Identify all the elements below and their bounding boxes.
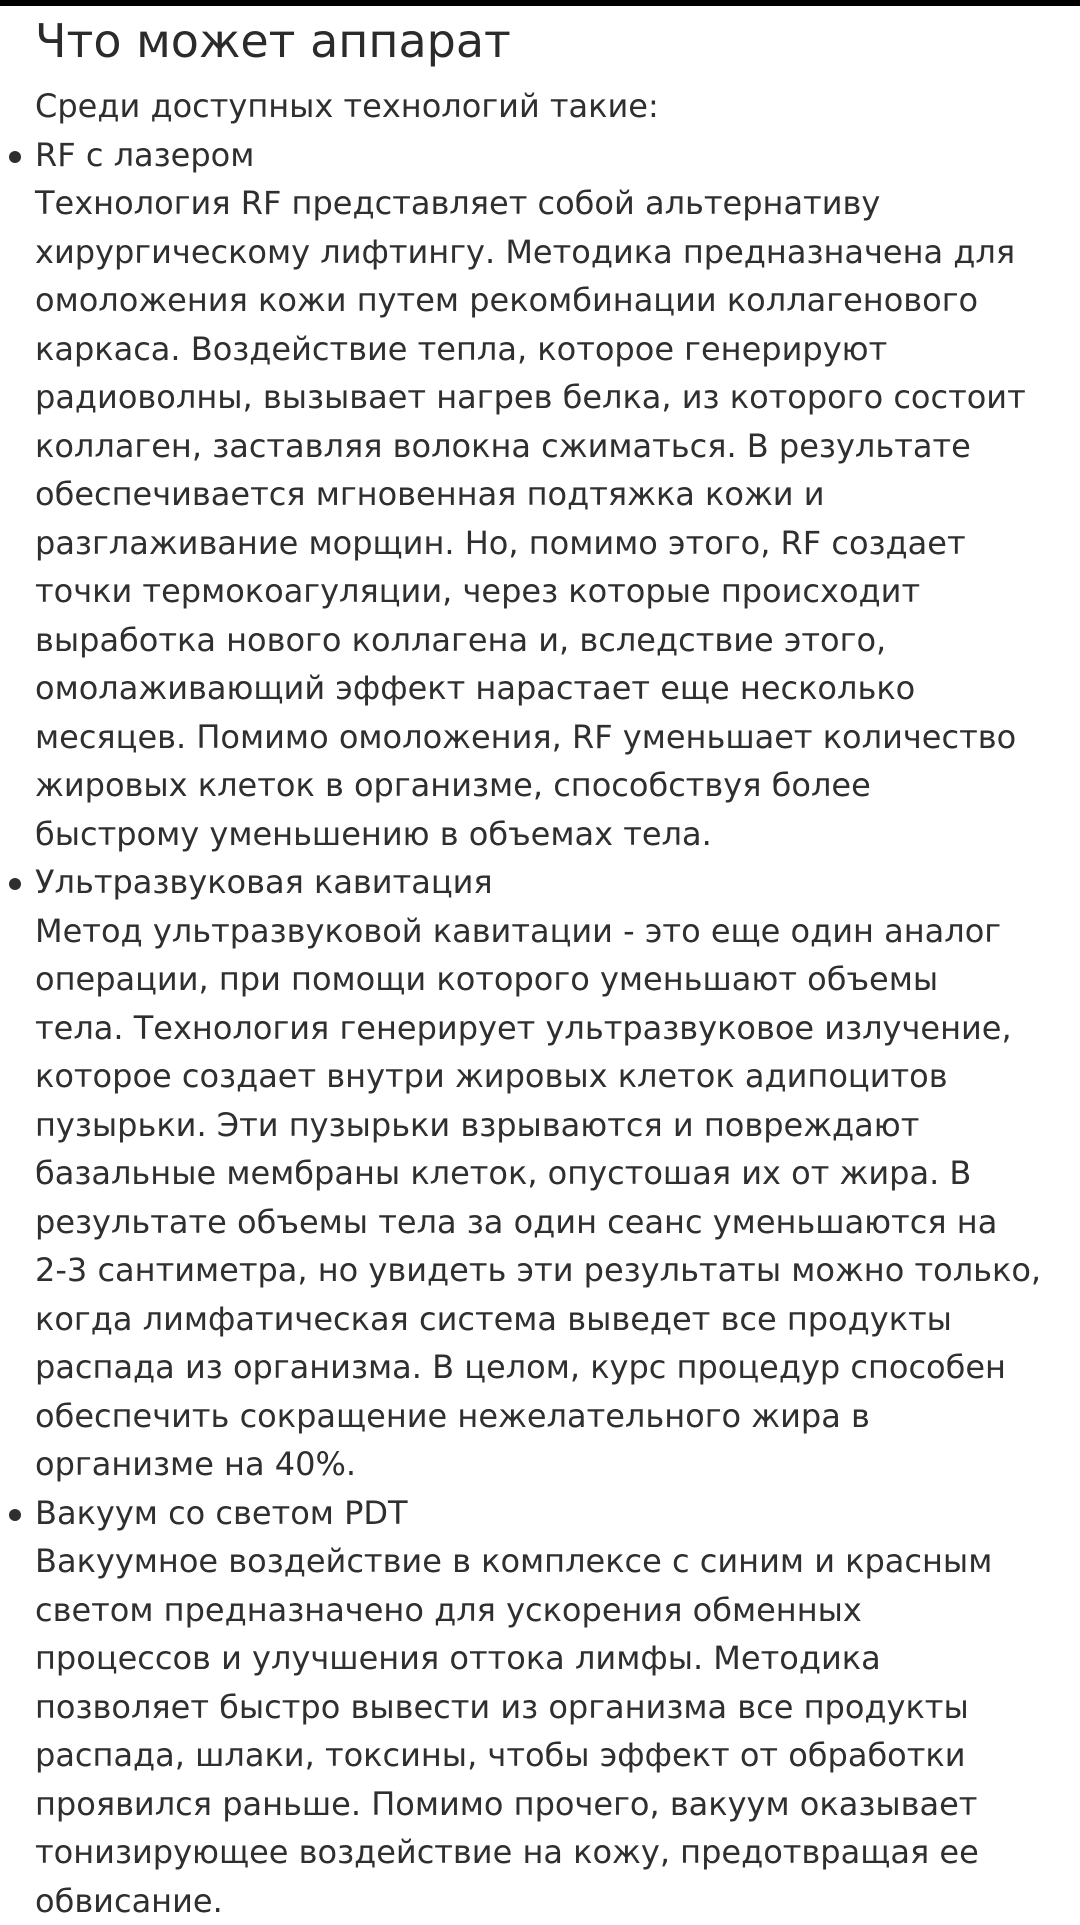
list-item-vacuum-pdt (35, 1489, 1065, 1925)
description-line: омоложения кожи путем рекомбинации коллагенового (35, 276, 1065, 325)
bullet-icon (9, 878, 21, 890)
bullet-icon (9, 1509, 21, 1521)
description-line: светом предназначено для ускорения обменных (35, 1586, 1065, 1635)
list-item-ultrasonic-cavitation (35, 858, 1065, 1489)
description-line: проявился раньше. Помимо прочего, вакуум оказывает (35, 1780, 1065, 1829)
page-title: Что может аппарат (35, 6, 1065, 80)
description-line: жировых клеток в организме, способствуя более (35, 761, 1065, 810)
description-line: когда лимфатическая система выведет все продукты (35, 1295, 1065, 1344)
description-line: обеспечить сокращение нежелательного жира в (35, 1392, 1065, 1441)
list-item-rf-laser (35, 131, 1065, 859)
description-line: обеспечивается мгновенная подтяжка кожи и (35, 470, 1065, 519)
description-line: позволяет быстро вывести из организма все продукты (35, 1683, 1065, 1732)
description-line: операции, при помощи которого уменьшают объемы (35, 955, 1065, 1004)
description-line: радиоволны, вызывает нагрев белка, из которого состоит (35, 373, 1065, 422)
technology-name: Ультразвуковая кавитация (35, 858, 1065, 907)
description-line: распада, шлаки, токсины, чтобы эффект от обработки (35, 1731, 1065, 1780)
technology-name: RF с лазером (35, 131, 1065, 180)
description-line: точки термокоагуляции, через которые происходит (35, 567, 1065, 616)
description-line: хирургическому лифтингу. Методика предназначена для (35, 228, 1065, 277)
description-line: быстрому уменьшению в объемах тела. (35, 810, 1065, 859)
description-line: выработка нового коллагена и, вследствие этого, (35, 616, 1065, 665)
article-content (35, 6, 1065, 1925)
description-line: тела. Технология генерирует ультразвуковое излучение, (35, 1004, 1065, 1053)
technology-list (35, 131, 1065, 1925)
intro-text: Среди доступных технологий такие: (35, 82, 1065, 131)
description-line: каркаса. Воздействие тепла, которое генерируют (35, 325, 1065, 374)
description-line: тонизирующее воздействие на кожу, предотвращая ее (35, 1828, 1065, 1877)
description-line: Вакуумное воздействие в комплексе с синим и красным (35, 1537, 1065, 1586)
description-line: распада из организма. В целом, курс процедур способен (35, 1343, 1065, 1392)
technology-description (35, 907, 1065, 1489)
description-line: Метод ультразвуковой кавитации - это еще один аналог (35, 907, 1065, 956)
description-line: организме на 40%. (35, 1440, 1065, 1489)
description-line: пузырьки. Эти пузырьки взрываются и повреждают (35, 1101, 1065, 1150)
description-line: разглаживание морщин. Но, помимо этого, RF создает (35, 519, 1065, 568)
description-line: результате объемы тела за один сеанс уменьшаются на (35, 1198, 1065, 1247)
description-line: которое создает внутри жировых клеток адипоцитов (35, 1052, 1065, 1101)
description-line: процессов и улучшения оттока лимфы. Методика (35, 1634, 1065, 1683)
bullet-icon (9, 151, 21, 163)
description-line: обвисание. (35, 1877, 1065, 1925)
description-line: коллаген, заставляя волокна сжиматься. В результате (35, 422, 1065, 471)
description-line: месяцев. Помимо омоложения, RF уменьшает количество (35, 713, 1065, 762)
description-line: омолаживающий эффект нарастает еще несколько (35, 664, 1065, 713)
technology-description (35, 179, 1065, 858)
technology-description (35, 1537, 1065, 1925)
description-line: Технология RF представляет собой альтернативу (35, 179, 1065, 228)
description-line: 2-3 сантиметра, но увидеть эти результаты можно только, (35, 1246, 1065, 1295)
description-line: базальные мембраны клеток, опустошая их от жира. В (35, 1149, 1065, 1198)
technology-name: Вакуум со светом PDT (35, 1489, 1065, 1538)
